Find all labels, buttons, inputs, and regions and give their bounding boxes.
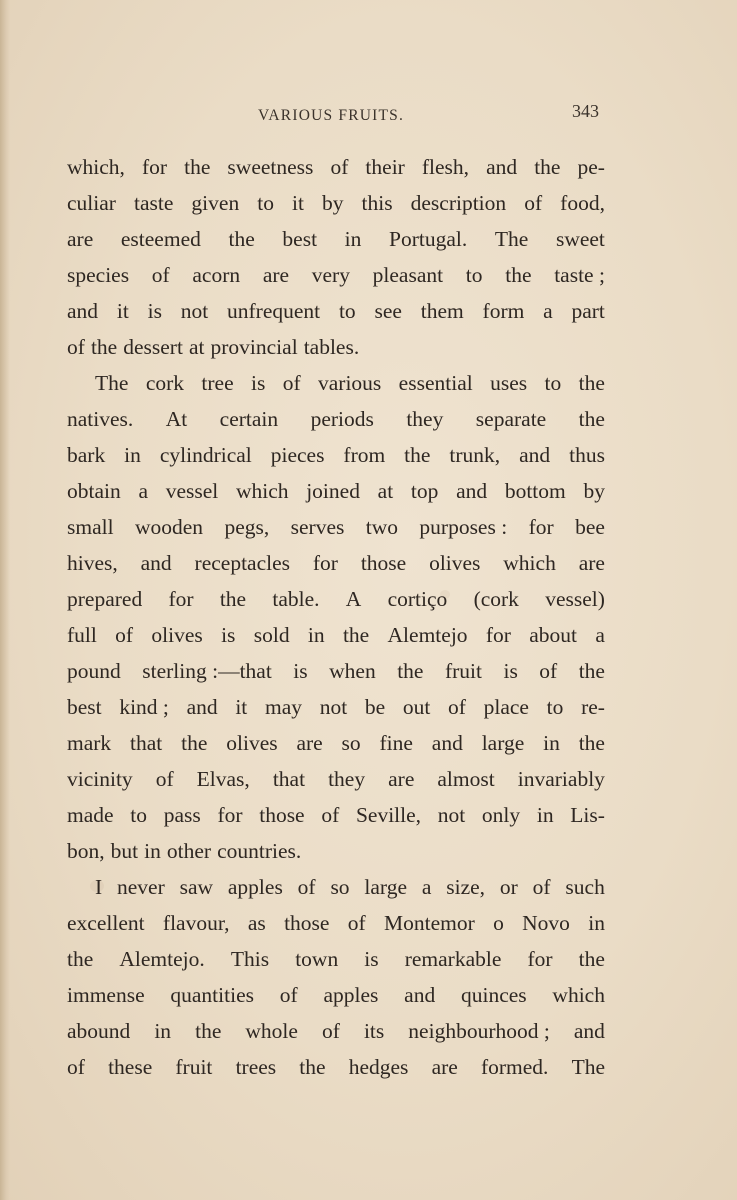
word: those: [259, 803, 305, 827]
word: kind ;: [119, 695, 169, 719]
word: and: [519, 443, 551, 467]
word: that: [272, 767, 306, 791]
page-number: 343: [572, 101, 599, 121]
word: or: [499, 875, 518, 899]
word: which: [235, 479, 289, 503]
word: the: [578, 947, 605, 971]
word: Portugal.: [389, 227, 468, 251]
word: top: [410, 479, 439, 503]
word: for: [528, 515, 554, 539]
word: species: [67, 263, 130, 287]
word: the: [505, 263, 532, 287]
word: that: [130, 731, 163, 755]
word: such: [565, 875, 605, 899]
word: size,: [446, 875, 486, 899]
word: these: [108, 1055, 153, 1079]
word: the: [299, 1055, 326, 1079]
word: part: [571, 299, 605, 323]
word: may: [264, 695, 302, 719]
word: pound: [67, 659, 121, 683]
text-line: [67, 653, 605, 689]
text-line: [67, 689, 605, 725]
word: so: [341, 731, 361, 755]
word: full: [67, 623, 97, 647]
word: are: [67, 227, 94, 251]
word: a: [138, 479, 148, 503]
word: fruit: [444, 659, 482, 683]
word: of: [115, 623, 134, 647]
word: is: [364, 947, 379, 971]
word: quinces: [460, 983, 527, 1007]
word: of: [347, 911, 366, 935]
word: at: [188, 335, 205, 359]
word: pleasant: [372, 263, 444, 287]
word: esteemed: [120, 227, 201, 251]
word: and: [573, 1019, 605, 1043]
word: invariably: [517, 767, 605, 791]
text-line: [67, 1049, 605, 1085]
text-line: [67, 329, 605, 365]
word: best: [282, 227, 318, 251]
text-line: [67, 365, 605, 401]
word: made: [67, 803, 114, 827]
word: almost: [437, 767, 495, 791]
word: and: [456, 479, 488, 503]
word: town: [295, 947, 339, 971]
word: sterling :—that: [142, 659, 272, 683]
word: and: [486, 155, 518, 179]
body-text: [67, 149, 605, 1085]
word: the: [578, 371, 605, 395]
word: in: [124, 443, 141, 467]
word: sweetness: [227, 155, 314, 179]
word: immense: [67, 983, 145, 1007]
word: given: [191, 191, 240, 215]
text-line: [67, 617, 605, 653]
word: Novo: [522, 911, 570, 935]
word: serves: [290, 515, 345, 539]
word: wooden: [134, 515, 204, 539]
word: fine: [379, 731, 413, 755]
word: saw: [179, 875, 214, 899]
text-line: [67, 941, 605, 977]
word: the: [184, 155, 211, 179]
word: those: [360, 551, 407, 575]
word: in: [536, 803, 554, 827]
word: of: [448, 695, 466, 719]
word: the: [195, 1019, 222, 1043]
word: their: [365, 155, 405, 179]
word: but: [110, 839, 139, 863]
word: not: [180, 299, 209, 323]
word: of: [532, 875, 551, 899]
word: they: [406, 407, 444, 431]
word: at: [377, 479, 394, 503]
text-line: [67, 257, 605, 293]
word: table.: [272, 587, 320, 611]
word: are: [431, 1055, 458, 1079]
word: pegs,: [224, 515, 270, 539]
word: receptacles: [194, 551, 291, 575]
word: the: [342, 623, 370, 647]
word: formed.: [480, 1055, 549, 1079]
word: and: [67, 299, 99, 323]
word: so: [330, 875, 350, 899]
text-line: [67, 905, 605, 941]
word: hives,: [67, 551, 118, 575]
word: is: [293, 659, 308, 683]
word: provincial: [210, 335, 298, 359]
word: for: [527, 947, 553, 971]
word: pieces: [270, 443, 325, 467]
word: fruit: [175, 1055, 213, 1079]
text-line: [67, 869, 605, 905]
word: olives: [226, 731, 278, 755]
word: for: [168, 587, 194, 611]
word: At: [165, 407, 188, 431]
word: it: [235, 695, 248, 719]
word: which,: [67, 155, 125, 179]
word: of: [282, 371, 301, 395]
word: the: [534, 155, 561, 179]
word: a: [595, 623, 605, 647]
text-line: [67, 509, 605, 545]
word: of: [524, 191, 543, 215]
word: in: [543, 731, 560, 755]
word: sold: [253, 623, 290, 647]
word: description: [410, 191, 507, 215]
word: the: [90, 335, 118, 359]
text-line: [67, 185, 605, 221]
word: A: [345, 587, 362, 611]
word: bottom: [504, 479, 566, 503]
word: for: [312, 551, 338, 575]
word: not: [437, 803, 466, 827]
word: neighbourhood ;: [408, 1019, 550, 1043]
word: natives.: [67, 407, 134, 431]
word: of: [297, 875, 316, 899]
word: to: [338, 299, 356, 323]
word: pe-: [577, 155, 605, 179]
word: The: [95, 371, 129, 395]
word: countries.: [217, 839, 302, 863]
text-line: [67, 833, 605, 869]
word: of: [155, 767, 174, 791]
word: apples: [227, 875, 283, 899]
word: for: [485, 623, 511, 647]
word: taste: [133, 191, 174, 215]
word: bark: [67, 443, 106, 467]
word: quantities: [170, 983, 254, 1007]
word: as: [247, 911, 266, 935]
word: apples: [323, 983, 379, 1007]
word: and: [431, 731, 463, 755]
word: best: [67, 695, 102, 719]
text-line: [67, 473, 605, 509]
word: mark: [67, 731, 112, 755]
word: large: [481, 731, 525, 755]
text-line: [67, 221, 605, 257]
word: of: [151, 263, 170, 287]
word: never: [117, 875, 165, 899]
word: not: [319, 695, 348, 719]
word: are: [262, 263, 290, 287]
word: whole: [245, 1019, 298, 1043]
word: and: [140, 551, 172, 575]
word: unfrequent: [227, 299, 321, 323]
word: vessel: [165, 479, 219, 503]
word: the: [228, 227, 255, 251]
word: to: [544, 371, 562, 395]
word: separate: [475, 407, 547, 431]
word: joined: [306, 479, 360, 503]
word: other: [166, 839, 212, 863]
word: is: [503, 659, 518, 683]
word: to: [465, 263, 483, 287]
word: trunk,: [449, 443, 501, 467]
word: Alemtejo.: [119, 947, 205, 971]
word: tree: [201, 371, 234, 395]
text-line: [67, 401, 605, 437]
word: which: [503, 551, 556, 575]
word: the: [181, 731, 208, 755]
word: excellent: [67, 911, 145, 935]
word: vessel): [545, 587, 605, 611]
word: certain: [219, 407, 279, 431]
word: the: [397, 659, 424, 683]
word: cylindrical: [159, 443, 252, 467]
word: acorn: [192, 263, 241, 287]
word: obtain: [67, 479, 121, 503]
word: The: [571, 1055, 605, 1079]
word: of: [539, 659, 558, 683]
word: be: [364, 695, 386, 719]
word: various: [318, 371, 382, 395]
word: in: [588, 911, 605, 935]
word: Lis-: [570, 803, 605, 827]
word: flavour,: [162, 911, 230, 935]
word: only: [481, 803, 521, 827]
text-line: [67, 581, 605, 617]
text-line: [67, 149, 605, 185]
word: a: [543, 299, 553, 323]
word: trees: [235, 1055, 277, 1079]
word: of: [67, 1055, 85, 1079]
text-line: [67, 437, 605, 473]
word: and: [404, 983, 436, 1007]
word: them: [420, 299, 464, 323]
word: the: [404, 443, 431, 467]
word: in: [307, 623, 325, 647]
word: form: [482, 299, 525, 323]
word: food,: [560, 191, 605, 215]
word: hedges: [348, 1055, 409, 1079]
word: from: [343, 443, 386, 467]
word: olives: [151, 623, 203, 647]
word: Montemor: [384, 911, 475, 935]
word: for: [217, 803, 243, 827]
word: flesh,: [421, 155, 470, 179]
word: I: [95, 875, 103, 899]
word: essential: [398, 371, 473, 395]
text-line: [67, 761, 605, 797]
text-line: [67, 293, 605, 329]
page-edge: [0, 0, 10, 1200]
word: is: [147, 299, 162, 323]
word: to: [130, 803, 147, 827]
word: to: [546, 695, 564, 719]
word: tables.: [303, 335, 360, 359]
word: the: [578, 407, 605, 431]
word: small: [67, 515, 114, 539]
word: by: [583, 479, 605, 503]
text-line: [67, 1013, 605, 1049]
word: very: [311, 263, 350, 287]
word: the: [219, 587, 247, 611]
word: culiar: [67, 191, 116, 215]
word: bon,: [67, 839, 105, 863]
word: is: [250, 371, 266, 395]
word: its: [363, 1019, 385, 1043]
word: are: [296, 731, 323, 755]
word: by: [321, 191, 344, 215]
running-head: VARIOUS FRUITS.: [258, 107, 405, 124]
word: of: [321, 803, 340, 827]
word: prepared: [67, 587, 143, 611]
word: abound: [67, 1019, 131, 1043]
word: those: [284, 911, 330, 935]
word: bee: [575, 515, 605, 539]
word: this: [361, 191, 393, 215]
word: This: [230, 947, 270, 971]
text-line: [67, 545, 605, 581]
word: o: [493, 911, 504, 935]
word: see: [374, 299, 402, 323]
word: a: [421, 875, 432, 899]
word: Seville,: [355, 803, 422, 827]
word: out: [402, 695, 431, 719]
word: sweet: [555, 227, 605, 251]
word: the: [67, 947, 94, 971]
word: olives: [429, 551, 481, 575]
word: pass: [163, 803, 201, 827]
word: are: [388, 767, 415, 791]
word: of: [67, 335, 85, 359]
word: it: [116, 299, 129, 323]
word: Alemtejo: [387, 623, 468, 647]
word: large: [364, 875, 407, 899]
word: two: [365, 515, 399, 539]
text-line: [67, 725, 605, 761]
word: thus: [569, 443, 605, 467]
word: (cork: [473, 587, 519, 611]
text-line: [67, 797, 605, 833]
word: about: [529, 623, 578, 647]
word: in: [344, 227, 362, 251]
word: and: [186, 695, 218, 719]
word: the: [578, 731, 605, 755]
text-line: [67, 977, 605, 1013]
word: purposes :: [419, 515, 508, 539]
word: are: [578, 551, 605, 575]
word: in: [154, 1019, 172, 1043]
word: for: [141, 155, 168, 179]
word: the: [578, 659, 605, 683]
word: The: [494, 227, 529, 251]
word: of: [279, 983, 298, 1007]
word: taste ;: [554, 263, 605, 287]
word: when: [329, 659, 376, 683]
word: they: [328, 767, 366, 791]
word: re-: [581, 695, 605, 719]
word: remarkable: [404, 947, 502, 971]
word: is: [221, 623, 236, 647]
word: cortiço: [387, 587, 448, 611]
word: in: [144, 839, 161, 863]
word: it: [292, 191, 304, 215]
word: uses: [490, 371, 528, 395]
word: of: [330, 155, 349, 179]
word: which: [552, 983, 605, 1007]
word: vicinity: [67, 767, 133, 791]
word: Elvas,: [196, 767, 250, 791]
word: place: [483, 695, 529, 719]
word: of: [321, 1019, 340, 1043]
word: to: [257, 191, 274, 215]
word: dessert: [123, 335, 183, 359]
word: periods: [310, 407, 374, 431]
word: cork: [145, 371, 185, 395]
